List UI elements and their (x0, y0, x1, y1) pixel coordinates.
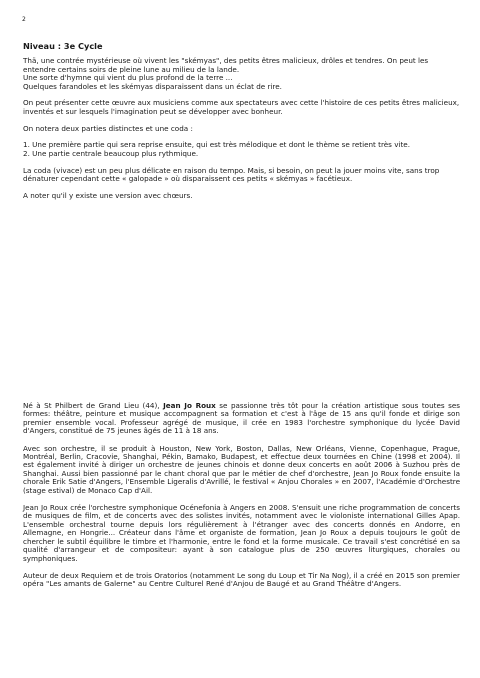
composer-biography (23, 402, 460, 598)
bio-paragraph-2: Avec son orchestre, il se produit à Houston, New York, Boston, Dallas, New Orléans, Vienne, Copenhague, Prague, Montréal, Berlin, Cracovie, Shanghai, Pékin, Bamako, Budapest, et effectue deux tournées en Chine (1998 et 2004). Il est également invité à diriger un orchestre de jeunes chinois et donne deux concerts en août 2006 à Suzhou près de Shanghai. Aussi bien passionné par le chant choral que par le métier de chef d'orchestre, Jean Jo Roux fonde ensuite la chorale Erik Satie d'Angers, l'Ensemble Ligeralis d'Avrillé, le festival « Anjou Chorales » en 2007, l'Académie d'Orchestre (stage estival) de Monaco Cap d'Ail. (23, 443, 460, 495)
work-description (23, 42, 460, 209)
bio-intro-text: se passionne très tôt pour la création artistique sous toutes ses formes: théâtre, peinture et musique accompagnent sa formation et c'est à l'âge de 15 ans qu'il fonde et dirige son premier ensemble vocal. Professeur agrégé de musique, il crée en 1983 l'orchestre symphonique du lycée David d'Angers, constitué de 75 jeunes âgés de 11 à 18 ans. (23, 401, 461, 436)
parts-list-item-2: 2. Une partie centrale beaucoup plus rythmique. (23, 148, 199, 158)
level-title: Niveau : 3e Cycle (23, 41, 103, 51)
intro-paragraph (23, 57, 460, 91)
parts-intro-paragraph: On notera deux parties distinctes et une coda : (23, 123, 193, 133)
bio-paragraph-1 (23, 402, 460, 436)
bio-birth-text: Né à St Philbert de Grand Lieu (44), (23, 401, 164, 410)
presentation-paragraph: On peut présenter cette œuvre aux musiciens comme aux spectateurs avec cette l'histoire de ces petits êtres malicieux, inventés et sur lesquels l'imagination peut se développer avec bonheur. (23, 98, 460, 116)
parts-list (23, 141, 460, 158)
page-number: 2 (22, 16, 26, 23)
parts-list-item-1: 1. Une première partie qui sera reprise ensuite, qui est très mélodique et dont le thème se retient très vite. (23, 140, 410, 150)
coda-paragraph: La coda (vivace) est un peu plus délicate en raison du tempo. Mais, si besoin, on peut la jouer moins vite, sans trop dénaturer cependant cette « galopade » où disparaissent ces petits « skémyas » facétieux. (23, 165, 440, 184)
intro-line-1: Thä, une contrée mystérieuse où vivent les "skémyas", des petits êtres malicieux, drôles et tendres. On peut les entendre certains soirs de pleine lune au milieu de la lande. (23, 56, 429, 74)
bio-paragraph-3: Jean Jo Roux crée l'orchestre symphonique Océnefonia à Angers en 2008. S'ensuit une riche programmation de concerts de musiques de film, et de concerts avec des solistes invités, notamment avec le violoniste international Gilles Apap. L'ensemble orchestral tourne depuis lors régulièrement à l'étranger avec des concerts donnés en Andorre, en Allemagne, en Hongrie... Créateur dans l'âme et organiste de formation, Jean Jo Roux a depuis toujours le goût de chercher le subtil équilibre le timbre et l'harmonie, entre le fond et la forme musicale. Ce travail s'est concrétisé en sa qualité d'arrangeur et de compositeur: ayant à son catalogue plus de 250 œuvres liturgiques, chorales ou symphoniques. (23, 503, 460, 563)
bio-paragraph-4: Auteur de deux Requiem et de trois Oratorios (notamment Le song du Loup et Tir Na Nog), il a créé en 2015 son premier opéra "Les amants de Galerne" au Centre Culturel René d'Anjou de Baugé et au Grand Théâtre d'Angers. (23, 570, 460, 589)
intro-line-2: Une sorte d'hymne qui vient du plus profond de la terre ... (23, 73, 233, 83)
choir-version-note: A noter qu'il y existe une version avec chœurs. (23, 190, 193, 200)
composer-name: Jean Jo Roux (163, 401, 216, 410)
intro-line-3: Quelques farandoles et les skémyas disparaissent dans un éclat de rire. (23, 81, 282, 91)
